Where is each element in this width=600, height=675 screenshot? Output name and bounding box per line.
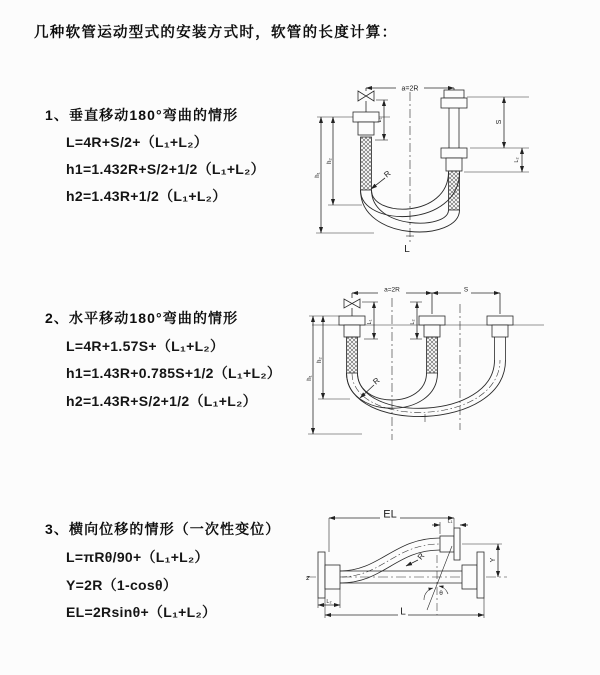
label-el: EL [383,508,397,521]
label-theta: θ [439,590,443,597]
label-a2r: a=2R [384,286,400,294]
label-s: S [496,119,503,125]
label-h1: h₁ [315,172,321,178]
label-r: R [382,168,393,180]
right-fitting-moved [487,316,513,360]
diagram3-labels [305,508,497,618]
hose-original-position [340,552,484,598]
section-1-formula-h2: h2=1.43R+1/2（L₁+L₂） [66,188,227,204]
section-3-formula-l: L=πRθ/90+（L₁+L₂） [66,549,209,565]
label-l2: L₂ [410,319,416,325]
section-2-formula-h2: h2=1.43R+S/2+1/2（L₁+L₂） [66,393,257,409]
label-r: R [371,375,382,387]
label-h2: h₂ [317,357,323,363]
valve-icon [344,299,360,316]
label-h2: h₂ [327,158,333,164]
label-r: R [415,551,427,562]
section-2-formula-h1: h1=1.43R+0.785S+1/2（L₁+L₂） [66,365,282,381]
radius-arrow [371,178,385,189]
diagram-vertical-180-bend [312,76,552,256]
label-l1: L₁ [447,518,453,525]
label-a2r: a=2R [401,85,419,93]
section-3-formula-y: Y=2R（1-cosθ） [66,577,178,593]
middle-fitting [419,316,445,373]
valve-icon [358,91,374,112]
label-l2: L₂ [326,599,332,605]
section-3-heading: 3、横向位移的情形（一次性变位） [45,521,281,537]
section-3-formula-el: EL=2Rsinθ+（L₁+L₂） [66,604,217,620]
left-flange [318,552,340,598]
hose-u-bend [347,360,506,422]
dimension-h2 [328,117,362,205]
label-l2: L₂ [514,157,520,163]
label-h1: h₁ [307,375,313,381]
diagram-horizontal-180-bend [304,282,564,452]
label-l: L [404,244,410,255]
diagram2-labels [307,286,471,386]
section-1-formula-l: L=4R+S/2+（L₁+L₂） [66,134,209,150]
label-s: S [463,286,469,294]
angle-theta [424,546,452,615]
dimension-el [329,518,454,552]
label-y: Y [490,557,497,563]
label-l1: L₁ [377,117,383,123]
radius-arrow [406,560,418,566]
section-2-heading: 2、水平移动180°弯曲的情形 [45,310,239,326]
document-title: 几种软管运动型式的安装方式时，软管的长度计算： [34,25,398,41]
diagram1-labels [315,83,520,255]
section-1-formula-h1: h1=1.432R+S/2+1/2（L₁+L₂） [66,161,265,177]
hose-displaced-position [340,528,460,583]
label-l: L [400,606,406,618]
label-l1: L₁ [367,319,373,325]
left-fitting [339,316,365,373]
left-fitting [317,112,393,190]
section-1-heading: 1、垂直移动180°弯曲的情形 [45,107,239,123]
diagram-lateral-displacement [302,500,512,628]
section-2-formula-l: L=4R+1.57S+（L₁+L₂） [66,338,225,354]
label-break-mark: z [306,575,310,582]
